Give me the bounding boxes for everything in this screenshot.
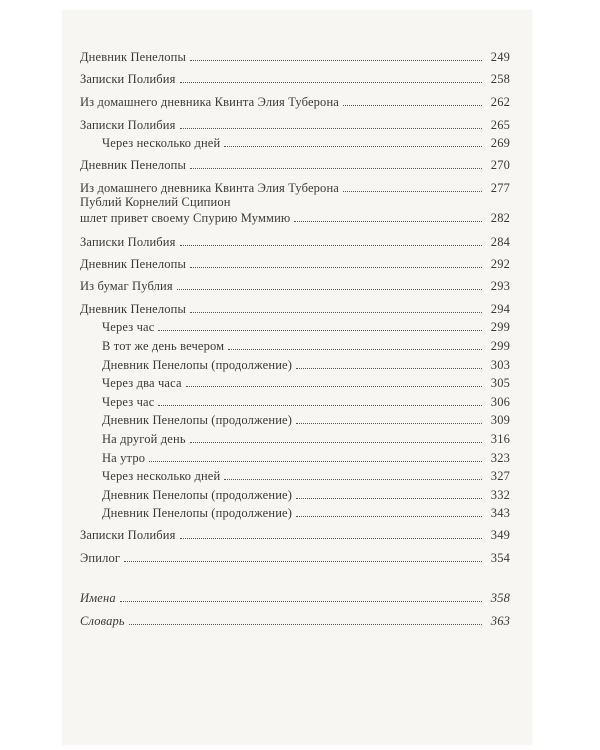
toc-entry-title: Дневник Пенелопы xyxy=(80,158,187,172)
toc-entry-title: Эпилог xyxy=(80,551,121,565)
toc-entry-title: Записки Полибия xyxy=(80,72,176,86)
toc-entry-title: Дневник Пенелопы xyxy=(80,50,187,64)
dot-leader xyxy=(180,537,482,539)
table-of-contents xyxy=(62,10,532,745)
toc-subentry xyxy=(102,409,510,427)
dot-leader xyxy=(224,145,482,147)
toc-subentry xyxy=(102,354,510,372)
toc-entry-page: 258 xyxy=(490,72,510,86)
toc-entry-title: Дневник Пенелопы (продолжение) xyxy=(102,358,293,372)
toc-entry xyxy=(80,547,510,565)
toc-entry xyxy=(80,298,510,316)
toc-entry xyxy=(80,207,510,225)
dot-leader xyxy=(190,59,482,61)
dot-leader xyxy=(180,244,482,246)
dot-leader xyxy=(343,190,482,192)
toc-subentry xyxy=(102,316,510,334)
dot-leader xyxy=(177,288,482,290)
toc-entry-title: Дневник Пенелопы (продолжение) xyxy=(102,506,293,520)
toc-entry-title: Из домашнего дневника Квинта Элия Туберона xyxy=(80,181,339,195)
toc-entry-title: Дневник Пенелопы xyxy=(80,257,187,271)
toc-entry-title: Через несколько дней xyxy=(102,469,221,483)
toc-subentry xyxy=(102,391,510,409)
toc-entry-title: Дневник Пенелопы (продолжение) xyxy=(102,488,293,502)
toc-entry-page: 332 xyxy=(490,488,510,502)
toc-entry-page: 292 xyxy=(490,257,510,271)
dot-leader xyxy=(224,478,482,480)
toc-entry-page: 323 xyxy=(490,451,510,465)
dot-leader xyxy=(190,441,482,443)
toc-entry-title: Через час xyxy=(102,320,155,334)
toc-entry-page: 303 xyxy=(490,358,510,372)
toc-entry-title: На утро xyxy=(102,451,146,465)
toc-entry-page: 299 xyxy=(490,339,510,353)
toc-entry xyxy=(80,587,510,605)
toc-subentry xyxy=(102,428,510,446)
toc-entry-page: 293 xyxy=(490,279,510,293)
dot-leader xyxy=(296,367,482,369)
toc-entry xyxy=(80,253,510,271)
dot-leader xyxy=(158,329,482,331)
dot-leader xyxy=(149,460,482,462)
dot-leader xyxy=(186,385,482,387)
toc-entry-page: 354 xyxy=(490,551,510,565)
toc-entry-page: 349 xyxy=(490,528,510,542)
dot-leader xyxy=(296,422,482,424)
toc-entry xyxy=(80,275,510,293)
toc-subentry xyxy=(102,132,510,150)
dot-leader xyxy=(124,560,482,562)
toc-entry-page: 265 xyxy=(490,118,510,132)
toc-entry-title: Записки Полибия xyxy=(80,528,176,542)
dot-leader xyxy=(129,623,482,625)
toc-entry-title: В тот же день вечером xyxy=(102,339,225,353)
toc-entry-title: Через несколько дней xyxy=(102,136,221,150)
dot-leader xyxy=(190,311,482,313)
toc-entry-title: Дневник Пенелопы xyxy=(80,302,187,316)
toc-subentry xyxy=(102,372,510,390)
dot-leader xyxy=(180,127,482,129)
toc-entry-page: 299 xyxy=(490,320,510,334)
toc-entry-title: Через час xyxy=(102,395,155,409)
toc-entry-title: Имена xyxy=(80,591,116,605)
toc-entry xyxy=(80,154,510,172)
toc-entry-page: 270 xyxy=(490,158,510,172)
toc-entry-page: 277 xyxy=(490,181,510,195)
toc-subentry xyxy=(102,335,510,353)
toc-entry-title: На другой день xyxy=(102,432,186,446)
toc-entry-page: 269 xyxy=(490,136,510,150)
toc-entry-page: 294 xyxy=(490,302,510,316)
toc-entry-title: Записки Полибия xyxy=(80,118,176,132)
toc-entry-title-line1: Публий Корнелий Сципион xyxy=(80,195,231,209)
toc-entry-page: 249 xyxy=(490,50,510,64)
dot-leader xyxy=(343,104,482,106)
dot-leader xyxy=(294,220,482,222)
toc-entry-page: 309 xyxy=(490,413,510,427)
toc-entry xyxy=(80,68,510,86)
toc-entry-page: 282 xyxy=(490,211,510,225)
dot-leader xyxy=(228,348,482,350)
toc-entry-title: шлет привет своему Спурию Муммию xyxy=(80,211,291,225)
toc-entry xyxy=(80,91,510,109)
toc-entry-page: 316 xyxy=(490,432,510,446)
dot-leader xyxy=(158,404,482,406)
toc-entry-title: Из домашнего дневника Квинта Элия Туберона xyxy=(80,95,339,109)
toc-entry-title: Дневник Пенелопы (продолжение) xyxy=(102,413,293,427)
dot-leader xyxy=(190,167,482,169)
toc-subentry xyxy=(102,465,510,483)
toc-entry xyxy=(80,610,510,628)
toc-entry-page: 262 xyxy=(490,95,510,109)
toc-entry xyxy=(80,231,510,249)
toc-entry-page: 363 xyxy=(490,614,510,628)
toc-entry-title: Через два часа xyxy=(102,376,182,390)
toc-entry xyxy=(80,177,510,195)
toc-entry xyxy=(80,46,510,64)
dot-leader xyxy=(296,515,482,517)
toc-entry-page: 358 xyxy=(490,591,510,605)
toc-subentry xyxy=(102,484,510,502)
toc-subentry xyxy=(102,502,510,520)
dot-leader xyxy=(120,600,482,602)
dot-leader xyxy=(190,266,482,268)
toc-entry-title: Словарь xyxy=(80,614,125,628)
toc-entry-page: 284 xyxy=(490,235,510,249)
toc-entry xyxy=(80,114,510,132)
toc-entry-title: Записки Полибия xyxy=(80,235,176,249)
toc-entry-page: 343 xyxy=(490,506,510,520)
toc-entry-page: 305 xyxy=(490,376,510,390)
dot-leader xyxy=(296,497,482,499)
book-page xyxy=(62,10,532,745)
toc-subentry xyxy=(102,447,510,465)
toc-entry-page: 327 xyxy=(490,469,510,483)
toc-entry-page: 306 xyxy=(490,395,510,409)
dot-leader xyxy=(180,81,482,83)
toc-entry xyxy=(80,524,510,542)
toc-entry-title: Из бумаг Публия xyxy=(80,279,173,293)
